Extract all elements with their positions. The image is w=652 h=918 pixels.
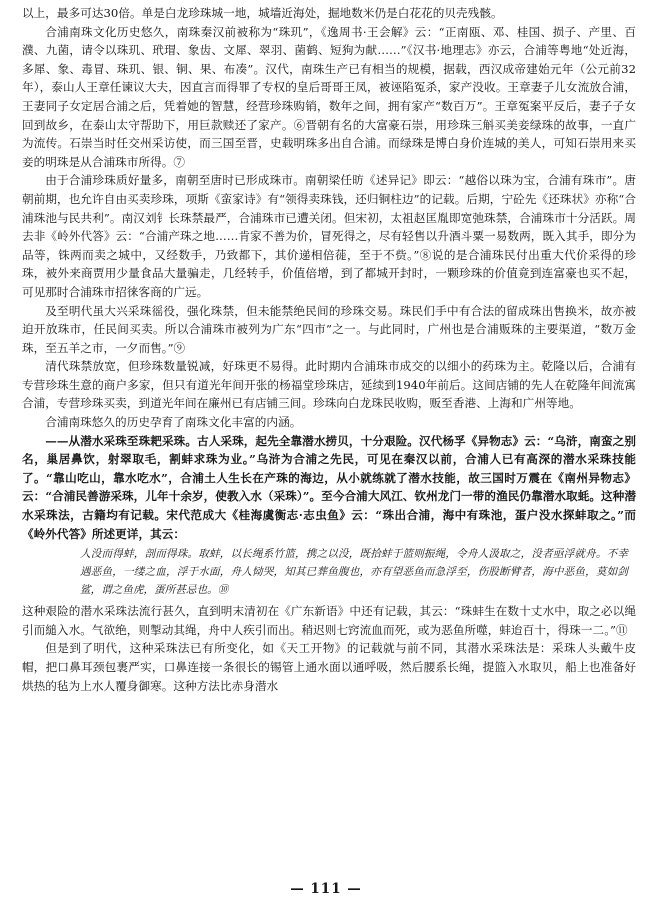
paragraph-pearl-market: 由于合浦珍珠质好量多，南朝至唐时已形成珠市。南朝梁任昉《述异记》即云：“越俗以珠为宝，合浦有珠市”。唐朝前期，也允许自由买卖珍珠，项斯《蛮家诗》有“领得卖珠钱，还归铜柱边”的记载。后期，宁砼先《还珠状》亦称“合浦珠池与民共利”。南汉刘钅长珠禁最严，合浦珠市已遭关闭。但宋初，太祖赵匡胤即宽弛珠禁，合浦珠市十分活跃。周去非《岭外代答》云：“合浦产珠之地……肯家不善为价，冒死得之，尽有轻售以升酒斗粟一易数两，既入其手，即分为品等，铢两而卖之城中，又经数手，乃致都下，其价递相倍蓰，至于不赀。”⑧说的是合浦珠民付出重大代价采得的珍珠，被外来商贾用少量食品大量骗走，几经转手，价值倍增，到了都城开封时，一颗珍珠的价值竟到连富豪也买不起，可见那时合浦珠市招徕客商的广远。 <box>22 173 636 299</box>
paragraph-continuation: 以上，最多可达30倍。单是白龙珍珠城一地，城墙近海处，掘地数米仍是白花花的贝壳残骸。 <box>22 6 503 20</box>
paragraph-diving-harvest: ——从潜水采珠至珠耙采珠。古人采珠，起先全靠潜水捞贝，十分艰险。汉代杨孚《异物志》云：“乌浒，南蛮之别名，巢居鼻饮，射翠取毛，割蚌求珠为业。”乌浒为合浦之先民，可见在秦汉以前，合浦人已有高深的潜水采珠技能了。“靠山吃山，靠水吃水”，合浦土人生长在产珠的海边，从小就练就了潜水技能，故三国时万震在《南州异物志》云：“合浦民善游采珠，儿年十余岁，使教入水（采珠）”。至今合浦大风江、钦州龙门一带的渔民仍靠潜水取蚝。这种潜水采珠法，古籍均有记载。宋代范成大《桂海虞衡志·志虫鱼》云：“珠出合浦，海中有珠池，蛋户没水探蚌取之。”而《岭外代答》所述更详，其云： <box>22 433 636 541</box>
block-quote-lingwai-daida: 人没而得蚌，剖而得珠。取蚌，以长绳系竹篮，携之以没，既拾蚌于篮则振绳，令舟人汲取之，没者亟浮就舟。不幸遇恶鱼，一缕之血，浮于水面，舟人恸哭，知其已葬鱼腹也，亦有望恶鱼而急浮至，伤股断臂者，海中恶鱼，莫如剑鲨，谓之鱼虎，蛋所甚忌也。⑩ <box>80 548 628 597</box>
paragraph-culture-intro: 合浦南珠悠久的历史孕育了南珠文化丰富的内涵。 <box>45 415 302 430</box>
paragraph-tiangong-kaiwu: 但是到了明代，这种采珠法已有所变化，如《天工开物》的记载就与前不同，其潜水采珠法是：采珠人头戴牛皮帽，把口鼻耳颈包裹严实，口鼻连接一条很长的锡管上通水面以通呼吸，然后腰系长绳，提篮入水取贝，船上也准备好烘热的毡为上水人覆身御寒。这种方法比赤身潜水 <box>22 641 636 693</box>
paragraph-nanzhu-history: 合浦南珠文化历史悠久，南珠秦汉前被称为“珠玑”，《逸周书·王会解》云：“正南瓯、邓、桂国、损子、产里、百濮、九菌，请令以珠玑、玳瑁、象齿、文犀、翠羽、菌鹤、短狗为献……”《汉书·地理志》亦云，合浦等粤地“处近海，多犀、象、毒冒、珠玑、银、铜、果、布凑”。汉代，南珠生产已有相当的规模，据载，西汉成帝建始元年（公元前32年），泰山人王章任谏议大夫，因直言而得罪了专权的皇后哥哥王凤，被诬陷冤杀，家产没收。王章妻子儿女流放合浦，王妻同子女定居合浦之后，凭着她的智慧，经营珍珠购销，数年之间，拥有家产“数百万”。王章冤案平反后，妻子子女回到故乡，在泰山太守帮助下，用巨款赎还了家产。⑥晋朝有名的大富豪石崇，用珍珠三斛买美妾绿珠的故事，一直广为流传。石崇当时任交州采访使，而三国至晋，史载明珠多出自合浦。而绿珠是博白身价连城的美人，可知石崇用来买妾的明珠是从合浦珠市所得。⑦ <box>22 24 636 169</box>
paragraph-ming-dynasty: 及至明代虽大兴采珠徭役，强化珠禁，但未能禁绝民间的珍珠交易。珠民们手中有合法的留成珠出售换米，故亦被迫开放珠市，任民间买卖。所以合浦珠市被列为广东“四市”之一。与此同时，广州也是合浦贩珠的主要渠道，“数万金珠，至五羊之市，一夕而售。”⑨ <box>22 303 636 355</box>
paragraph-guangdong-xinyu: 这种艰险的潜水采珠法流行甚久，直到明末清初在《广东新语》中还有记载，其云：“珠蚌生在数十丈水中，取之必以绳引而縋入水。气欲绝，则掣动其绳，舟中人疾引而出。稍迟则七窍流血而死，或为恶鱼所噬，蚌迨百十，得珠一二。”⑪ <box>22 604 636 637</box>
paragraph-qing-dynasty: 清代珠禁放宽，但珍珠数量锐减，好珠更不易得。此时期内合浦珠市成交的以细小的药珠为主。乾隆以后，合浦有专营珍珠生意的商户多家，但只有道光年间开张的杨福堂珍珠店，延续到1940年前后。这间店铺的先人在乾隆年间流寓合浦，专营珍珠买卖，到道光年间在廉州已有店铺三间。珍珠向白龙珠民收购，贩至香港、上海和广州等地。 <box>22 359 636 411</box>
page-number: — 111 — <box>290 881 362 897</box>
